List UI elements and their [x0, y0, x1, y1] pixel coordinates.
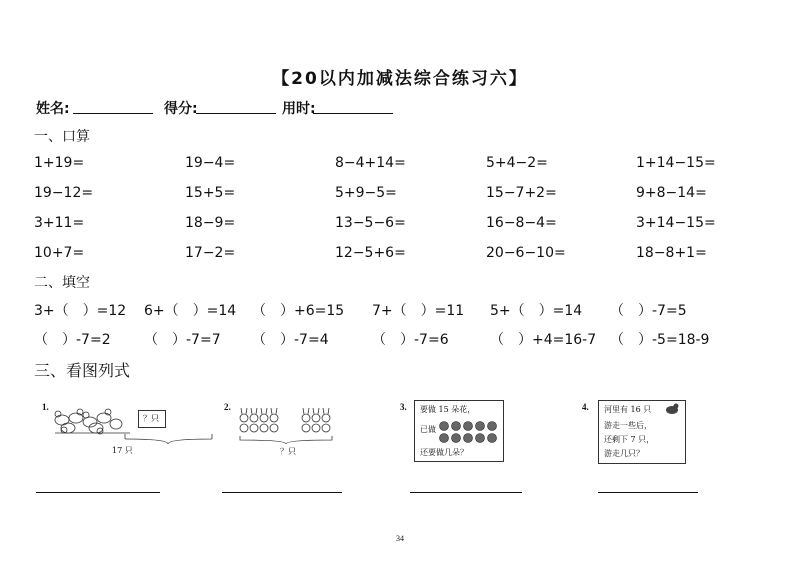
problem-text: 河里有 16 只 — [604, 405, 652, 414]
time-field[interactable] — [313, 113, 393, 114]
problem-number: 1. — [42, 402, 49, 412]
exercise-item: 15+5= — [185, 185, 236, 201]
exercise-item: 18−9= — [185, 215, 236, 231]
fill-item: （ ）-7=2 — [34, 332, 111, 348]
exercise-item: 20−6−10= — [486, 245, 566, 261]
exercise-item: 10+7= — [34, 245, 85, 261]
fill-item: （ ）-7=5 — [610, 303, 687, 319]
section-heading-fill-blank: 二、填空 — [34, 275, 90, 291]
total-label: ？只 — [280, 447, 296, 456]
exercise-item: 5+9−5= — [335, 185, 397, 201]
fill-item: 5+（ ）=14 — [490, 303, 583, 319]
exercise-item: 12−5+6= — [335, 245, 406, 261]
animals-illustration-1 — [50, 400, 220, 460]
flowers-illustration — [438, 420, 500, 444]
fill-item: （ ）+6=15 — [252, 303, 345, 319]
exercise-item: 3+11= — [34, 215, 85, 231]
answer-line-3[interactable] — [410, 492, 522, 493]
exercise-item: 19−12= — [34, 185, 94, 201]
fill-item: （ ）-7=6 — [372, 332, 449, 348]
total-label: 17 只 — [112, 446, 133, 455]
exercise-item: 15−7+2= — [486, 185, 557, 201]
problem-text: 游走几只？ — [604, 449, 644, 458]
problem-number: 2. — [224, 402, 231, 412]
exercise-item: 17−2= — [185, 245, 236, 261]
answer-line-2[interactable] — [222, 492, 342, 493]
score-label: 得分: — [164, 101, 198, 117]
fill-item: （ ）-7=4 — [252, 332, 329, 348]
problem-number: 4. — [582, 402, 589, 412]
exercise-item: 5+4−2= — [486, 155, 548, 171]
score-field[interactable] — [196, 113, 276, 114]
answer-line-4[interactable] — [598, 492, 698, 493]
problem-text: 还剩下 7 只， — [604, 435, 655, 444]
fill-item: 7+（ ）=11 — [372, 303, 465, 319]
problem-text: 已做 — [420, 425, 436, 434]
exercise-item: 13−5−6= — [335, 215, 406, 231]
fill-item: （ ）-7=7 — [144, 332, 221, 348]
answer-line-1[interactable] — [36, 492, 160, 493]
page-title: 【20以内加减法综合练习六】 — [272, 69, 528, 89]
fill-item: （ ）+4=16-7 — [490, 332, 597, 348]
exercise-item: 1+19= — [34, 155, 85, 171]
exercise-item: 9+8−14= — [636, 185, 707, 201]
exercise-item: 18−8+1= — [636, 245, 707, 261]
fill-item: 3+（ ）=12 — [34, 303, 127, 319]
page-number: 34 — [396, 534, 404, 543]
problem-text: 要做 15 朵花， — [420, 405, 476, 414]
exercise-item: 19−4= — [185, 155, 236, 171]
duck-icon — [664, 402, 680, 416]
exercise-item: 8−4+14= — [335, 155, 406, 171]
name-label: 姓名: — [36, 101, 70, 117]
exercise-item: 3+14−15= — [636, 215, 716, 231]
fill-item: 6+（ ）=14 — [144, 303, 237, 319]
section-heading-mental-math: 一、口算 — [34, 129, 90, 145]
section-heading-picture-problems: 三、看图列式 — [34, 361, 131, 380]
time-label: 用时: — [282, 101, 316, 117]
problem-text: 游走一些后， — [604, 421, 652, 430]
problem-text: 还要做几朵？ — [420, 448, 468, 457]
exercise-item: 16−8−4= — [486, 215, 557, 231]
fill-item: （ ）-5=18-9 — [610, 332, 710, 348]
unknown-count-label: ？只 — [143, 414, 159, 423]
exercise-item: 1+14−15= — [636, 155, 716, 171]
problem-number: 3. — [400, 402, 407, 412]
name-field[interactable] — [73, 113, 153, 114]
